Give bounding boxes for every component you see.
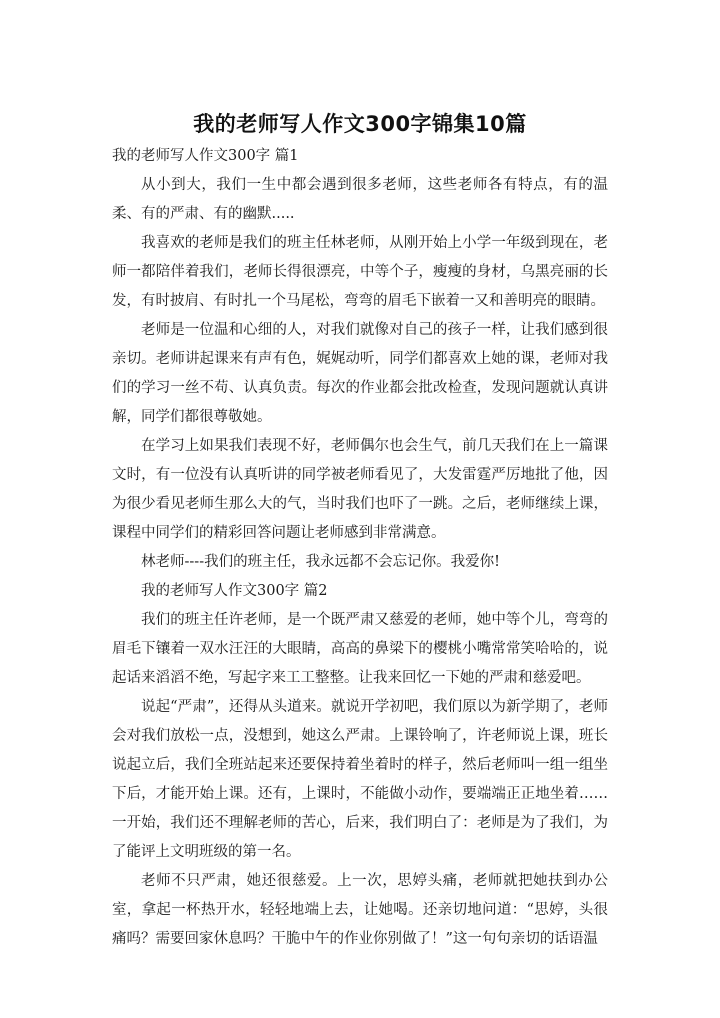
section-heading-1: 我的老师写人作文300字 篇1 — [112, 148, 299, 164]
paragraph: 从小到大，我们一生中都会遇到很多老师，这些老师各有特点，有的温柔、有的严肃、有的幽默..... — [112, 177, 608, 222]
paragraph: 老师不只严肃，她还很慈爱。上一次，思婷头痛，老师就把她扶到办公室，拿起一杯热开水，轻轻地端上去，让她喝。还亲切地问道：“思婷，头很痛吗？需要回家休息吗？干脆中午的作业你别做了！”这一句句亲切的话语温 — [112, 873, 608, 947]
document-title: 我的老师写人作文300字锦集10篇 — [193, 112, 527, 136]
paragraph: 林老师----我们的班主任，我永远都不会忘记你。我爱你! — [141, 554, 500, 570]
section-heading-2: 我的老师写人作文300字 篇2 — [141, 583, 328, 599]
paragraph: 在学习上如果我们表现不好，老师偶尔也会生气，前几天我们在上一篇课文时，有一位没有认真听讲的同学被老师看见了，大发雷霆严厉地批了他，因为很少看见老师生那么大的气，当时我们也吓了一跳。之后，老师继续上课，课程中同学们的精彩回答问题让老师感到非常满意。 — [112, 438, 608, 541]
paragraph: 老师是一位温和心细的人，对我们就像对自己的孩子一样，让我们感到很亲切。老师讲起课来有声有色，娓娓动听，同学们都喜欢上她的课，老师对我们的学习一丝不苟、认真负责。每次的作业都会批改检查，发现问题就认真讲解，同学们都很尊敬她。 — [112, 322, 608, 425]
paragraph: 我喜欢的老师是我们的班主任林老师，从刚开始上小学一年级到现在，老师一都陪伴着我们，老师长得很漂亮，中等个子，瘦瘦的身材，乌黑亮丽的长发，有时披肩、有时扎一个马尾松，弯弯的眉毛下嵌着一又和善明亮的眼睛。 — [112, 235, 608, 309]
paragraph: 我们的班主任许老师，是一个既严肃又慈爱的老师，她中等个儿，弯弯的眉毛下镶着一双水汪汪的大眼睛，高高的鼻梁下的樱桃小嘴常常笑哈哈的，说起话来滔滔不绝，写起字来工工整整。让我来回忆一下她的严肃和慈爱吧。 — [112, 612, 608, 686]
document-body — [112, 142, 608, 954]
paragraph: 说起“严肃”，还得从头道来。就说开学初吧，我们原以为新学期了，老师会对我们放松一点，没想到，她这么严肃。上课铃响了，许老师说上课，班长说起立后，我们全班站起来还要保持着坐着时的样子，然后老师叫一组一组坐下后，才能开始上课。还有，上课时，不能做小动作，要端端正正地坐着……一开始，我们还不理解老师的苦心，后来，我们明白了：老师是为了我们，为了能评上文明班级的第一名。 — [112, 699, 608, 860]
